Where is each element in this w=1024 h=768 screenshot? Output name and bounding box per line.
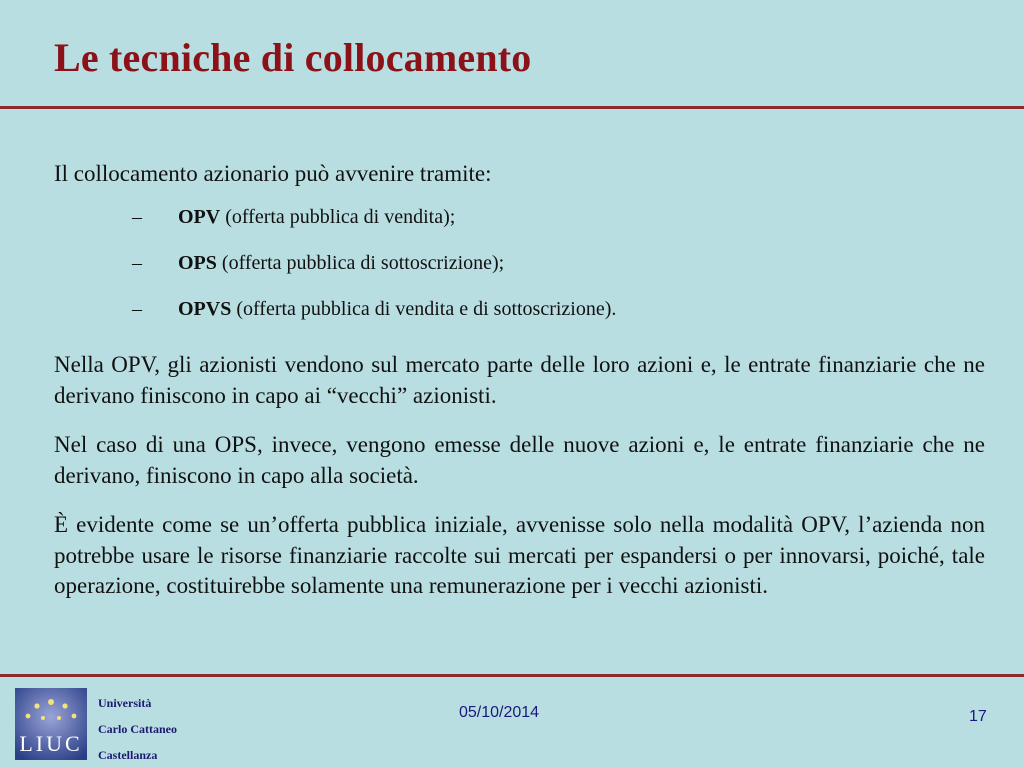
paragraph-ops: Nel caso di una OPS, invece, vengono emesse delle nuove azioni e, le entrate finanziarie che ne derivano, finiscono in capo alla società. — [54, 432, 985, 488]
footer-divider — [0, 674, 1024, 677]
bullet-item-opv — [132, 206, 616, 252]
bullet-list — [132, 206, 616, 344]
bullet-item-opvs — [132, 298, 616, 344]
logo-text: LIUC — [19, 731, 83, 756]
intro-text: Il collocamento azionario può avvenire tramite: — [54, 161, 492, 186]
page-number: 17 — [969, 708, 987, 725]
bullet-item-ops — [132, 252, 616, 298]
paragraph-conclusion: È evidente come se un’offerta pubblica iniziale, avvenisse solo nella modalità OPV, l’azienda non potrebbe usare le risorse finanziarie raccolte sui mercati per espandersi o per innovarsi, poiché, tale operazione, costituirebbe solamente una remunerazione per i vecchi azionisti. — [54, 512, 985, 598]
bullet-dash: – — [132, 298, 142, 320]
university-name — [98, 690, 177, 768]
university-line: Castellanza — [98, 748, 158, 762]
bullet-description: (offerta pubblica di vendita e di sottoscrizione). — [231, 298, 617, 320]
university-line: Università — [98, 696, 152, 710]
title-divider — [0, 106, 1024, 109]
slide-title: Le tecniche di collocamento — [54, 35, 532, 80]
liuc-logo-icon — [15, 688, 87, 760]
slide-date: 05/10/2014 — [459, 704, 540, 721]
bullet-dash: – — [132, 252, 142, 274]
paragraph-opv: Nella OPV, gli azionisti vendono sul mercato parte delle loro azioni e, le entrate finanziarie che ne derivano finiscono in capo ai “vecchi” azionisti. — [54, 352, 985, 408]
bullet-term: OPVS — [178, 298, 232, 320]
university-line: Carlo Cattaneo — [98, 722, 177, 736]
bullet-term: OPS — [178, 252, 217, 274]
bullet-dash: – — [132, 206, 142, 228]
bullet-description: (offerta pubblica di sottoscrizione); — [216, 252, 505, 274]
bullet-description: (offerta pubblica di vendita); — [220, 206, 456, 228]
bullet-term: OPV — [178, 206, 221, 228]
